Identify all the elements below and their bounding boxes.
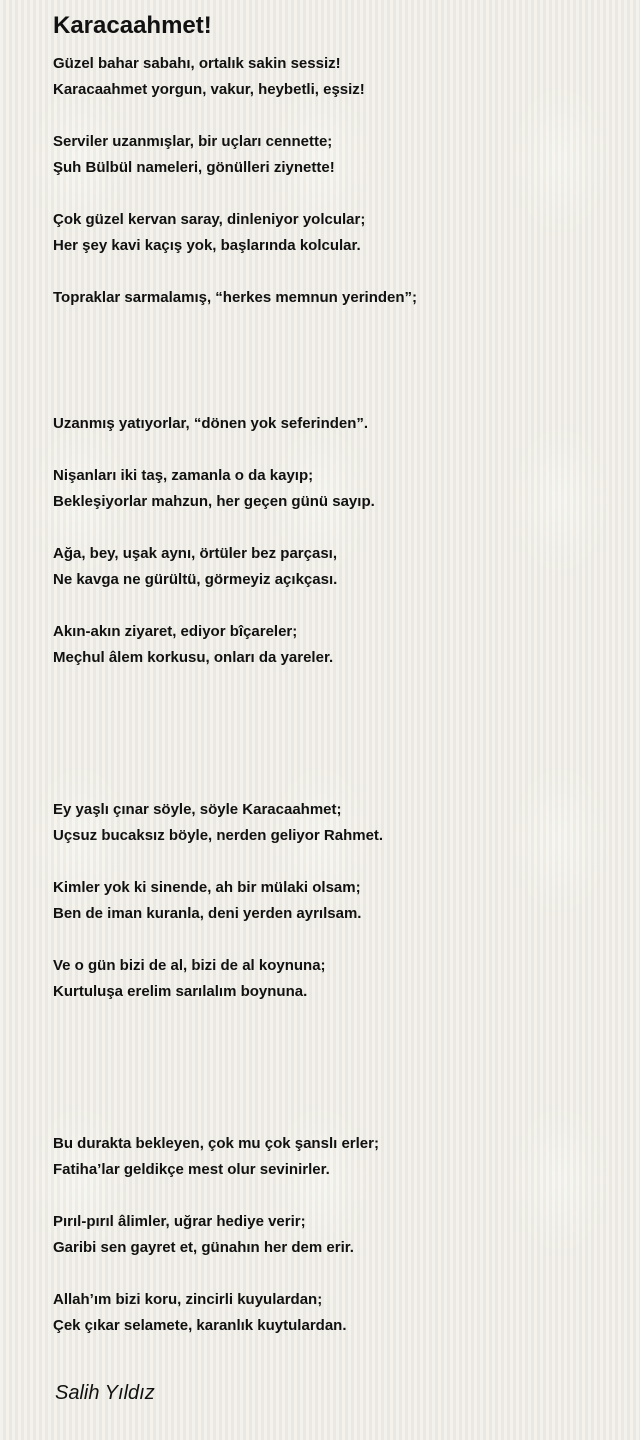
poem-line: Ey yaşlı çınar söyle, söyle Karacaahmet; [53, 801, 342, 818]
poem-author: Salih Yıldız [55, 1382, 155, 1404]
poem-line: Her şey kavi kaçış yok, başlarında kolcular. [53, 237, 361, 254]
poem-line: Fatiha’lar geldikçe mest olur sevinirler. [53, 1161, 330, 1178]
poem-line: Uçsuz bucaksız böyle, nerden geliyor Rahmet. [53, 827, 384, 844]
poem-line: Şuh Bülbül nameleri, gönülleri ziynette! [53, 159, 335, 176]
poem-line: Serviler uzanmışlar, bir uçları cennette; [53, 133, 333, 150]
poem-line: Güzel bahar sabahı, ortalık sakin sessiz! [53, 55, 341, 72]
poem-line: Akın-akın ziyaret, ediyor bîçareler; [53, 623, 298, 640]
poem-line: Kurtuluşa erelim sarılalım boynuna. [53, 983, 308, 1000]
poem-line: Meçhul âlem korkusu, onları da yareler. [53, 649, 334, 666]
poem-line: Ağa, bey, uşak aynı, örtüler bez parçası, [53, 545, 337, 562]
poem-line: Nişanları iki taş, zamanla o da kayıp; [53, 467, 314, 484]
poem-line: Allah’ım bizi koru, zincirli kuyulardan; [53, 1291, 323, 1308]
poem-line: Pırıl-pırıl âlimler, uğrar hediye verir; [53, 1213, 306, 1230]
poem-line: Garibi sen gayret et, günahın her dem erir. [53, 1239, 354, 1256]
poem-line: Çek çıkar selamete, karanlık kuytulardan. [53, 1317, 347, 1334]
poem-line: Ben de iman kuranla, deni yerden ayrılsam. [53, 905, 362, 922]
poem-line: Karacaahmet yorgun, vakur, heybetli, eşsiz! [53, 81, 365, 98]
poem-line: Bekleşiyorlar mahzun, her geçen günü sayıp. [53, 493, 375, 510]
poem-line: Uzanmış yatıyorlar, “dönen yok seferinden”. [53, 415, 369, 432]
poem-title: Karacaahmet! [53, 12, 212, 39]
poem-line: Kimler yok ki sinende, ah bir mülaki olsam; [53, 879, 361, 896]
poem-line: Ne kavga ne gürültü, görmeyiz açıkçası. [53, 571, 338, 588]
poem-line: Topraklar sarmalamış, “herkes memnun yerinden”; [53, 289, 418, 306]
poem-line: Çok güzel kervan saray, dinleniyor yolcular; [53, 211, 366, 228]
poem-line: Ve o gün bizi de al, bizi de al koynuna; [53, 957, 326, 974]
poem-line: Bu durakta bekleyen, çok mu çok şanslı erler; [53, 1135, 379, 1152]
